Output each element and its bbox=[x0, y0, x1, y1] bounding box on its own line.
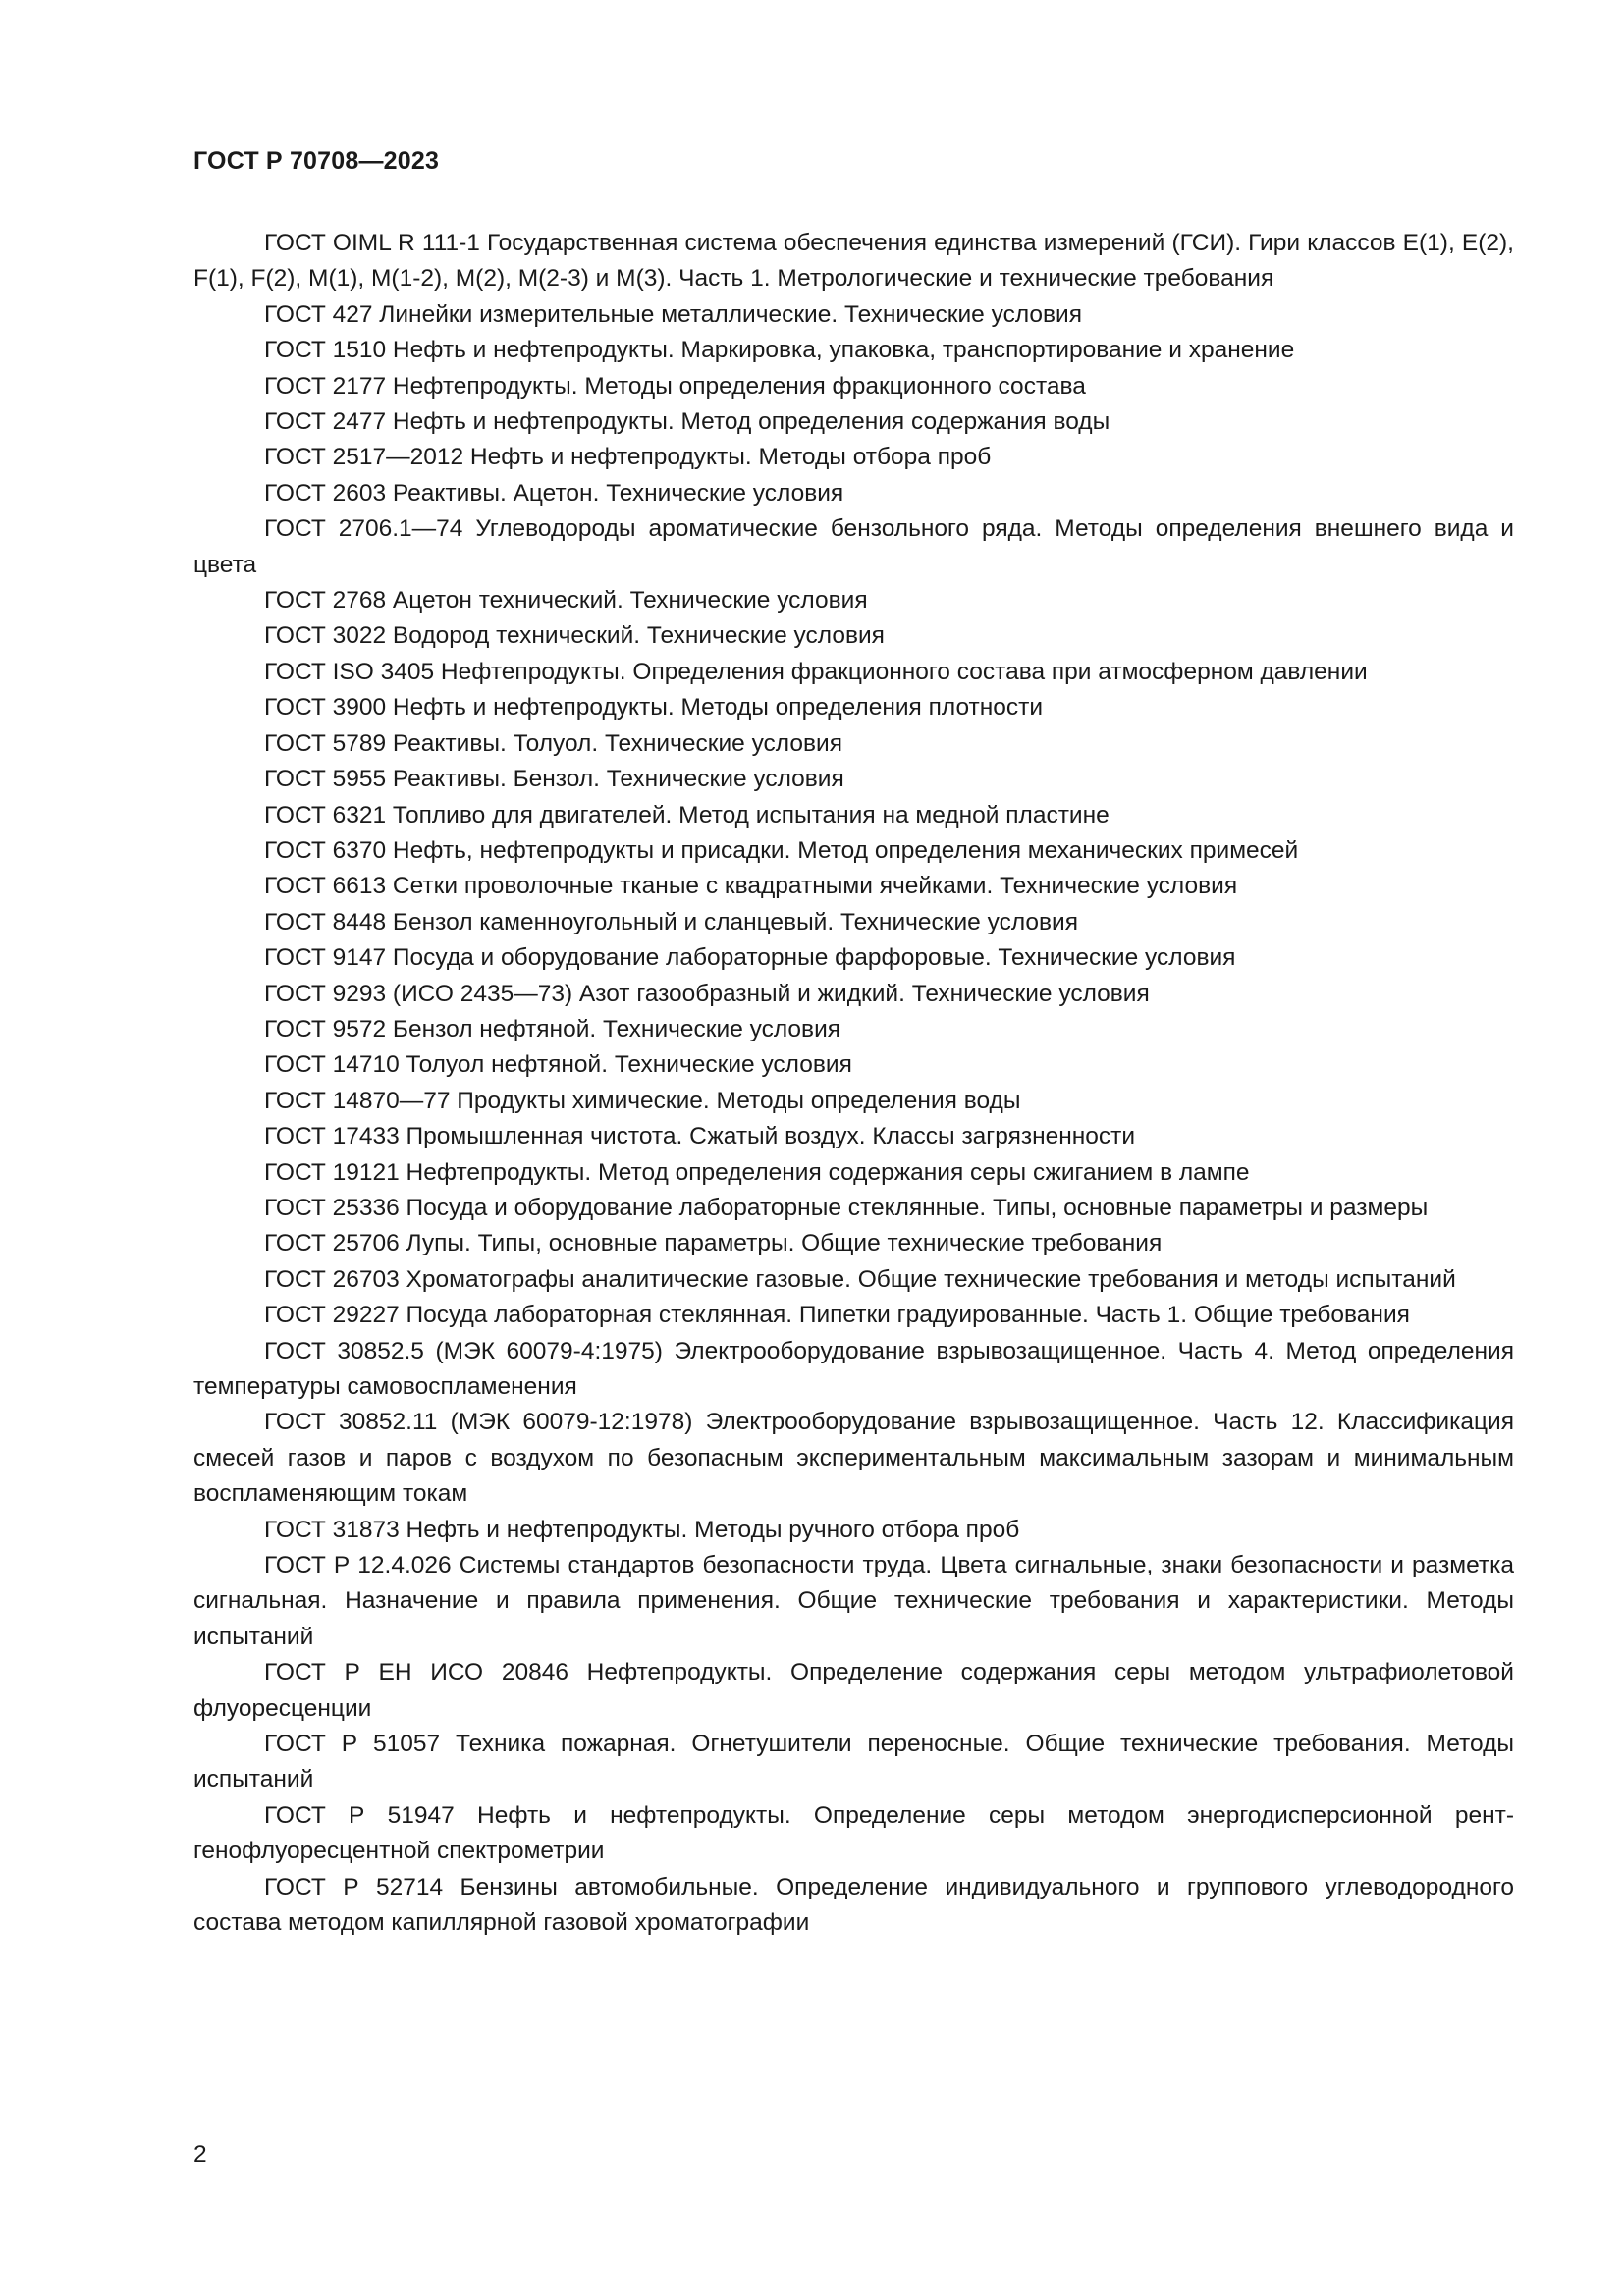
reference-item: ГОСТ 17433 Промышленная чистота. Сжатый воздух. Классы загрязненности bbox=[264, 1123, 1136, 1150]
normative-references-list bbox=[193, 226, 1514, 1942]
reference-item: ГОСТ 25336 Посуда и оборудование лабораторные стеклянные. Типы, основные параметры и размеры bbox=[264, 1194, 1429, 1221]
reference-item: ГОСТ 14870—77 Продукты химические. Методы определения воды bbox=[264, 1087, 1021, 1114]
reference-item: ГОСТ 2706.1—74 Углеводороды ароматические бензольного ряда. Методы определения внешнего вида и цвета bbox=[193, 515, 1514, 578]
reference-item: ГОСТ 26703 Хроматографы аналитические газовые. Общие технические требования и методы испытаний bbox=[264, 1265, 1456, 1293]
reference-item: ГОСТ 6370 Нефть, нефтепродукты и присадки. Метод определения механических примесей bbox=[264, 836, 1299, 864]
reference-item: ГОСТ 5955 Реактивы. Бензол. Технические условия bbox=[264, 766, 844, 793]
reference-item: ГОСТ 6321 Топливо для двигателей. Метод испытания на медной пластине bbox=[264, 801, 1110, 828]
reference-item: ГОСТ 8448 Бензол каменноугольный и сланцевый. Технические условия bbox=[264, 908, 1078, 935]
reference-item: ГОСТ 9147 Посуда и оборудование лабораторные фарфоровые. Технические условия bbox=[264, 944, 1236, 972]
reference-item: ГОСТ 1510 Нефть и нефтепродукты. Маркировка, упаковка, транспортирование и хранение bbox=[264, 337, 1295, 364]
reference-item: ГОСТ 2477 Нефть и нефтепродукты. Метод определения содержания воды bbox=[264, 408, 1110, 436]
reference-item: ГОСТ 25706 Лупы. Типы, основные параметры. Общие технические требования bbox=[264, 1230, 1163, 1257]
document-header: ГОСТ Р 70708—2023 bbox=[193, 147, 440, 175]
reference-item: ГОСТ 30852.11 (МЭК 60079-12:1978) Электрооборудование взрывозащищенное. Часть 12. Классификация смесей газов и паров с воздухом по безопасным экспериментальным максимальным зазорам и минимальным воспламеняющим токам bbox=[193, 1409, 1514, 1508]
reference-item: ГОСТ Р ЕН ИСО 20846 Нефтепродукты. Определение содержания серы методом ультрафиолетовой флуоресценции bbox=[193, 1659, 1514, 1722]
reference-item: ГОСТ 3022 Водород технический. Технические условия bbox=[264, 622, 885, 650]
reference-item: ГОСТ ISO 3405 Нефтепродукты. Определения фракционного состава при атмосферном давлении bbox=[264, 658, 1368, 685]
reference-item: ГОСТ Р 12.4.026 Системы стандартов безопасности труда. Цвета сигнальные, знаки безопасности и разметка сигнальная. Назначение и правила применения. Общие технические требования и характеристики. Методы испытаний bbox=[193, 1552, 1514, 1650]
reference-item: ГОСТ 427 Линейки измерительные металлические. Технические условия bbox=[264, 300, 1082, 328]
reference-item: ГОСТ Р 51947 Нефть и нефтепродукты. Определение серы методом энергодисперсионной рентгенофлуоресцентной спектрометрии bbox=[193, 1801, 1514, 1865]
reference-item: ГОСТ 2177 Нефтепродукты. Методы определения фракционного состава bbox=[264, 372, 1086, 400]
reference-item: ГОСТ Р 52714 Бензины автомобильные. Определение индивидуального и группового углеводородного состава методом капиллярной газовой хроматографии bbox=[193, 1873, 1514, 1937]
reference-item: ГОСТ 3900 Нефть и нефтепродукты. Методы определения плотности bbox=[264, 694, 1044, 721]
reference-item: ГОСТ 5789 Реактивы. Толуол. Технические условия bbox=[264, 729, 842, 757]
reference-item: ГОСТ 2768 Ацетон технический. Технические условия bbox=[264, 587, 868, 614]
reference-item: ГОСТ 29227 Посуда лабораторная стеклянная. Пипетки градуированные. Часть 1. Общие требования bbox=[264, 1302, 1410, 1329]
reference-item: ГОСТ OIML R 111-1 Государственная система обеспечения единства измерений (ГСИ). Гири классов E(1), E(2), F(1), F(2), M(1), M(1-2), M(2), M(2-3) и M(3). Часть 1. Метрологические и технические требования bbox=[193, 230, 1514, 293]
page-number: 2 bbox=[193, 2141, 207, 2167]
reference-item: ГОСТ 9293 (ИСО 2435—73) Азот газообразный и жидкий. Технические условия bbox=[264, 980, 1150, 1007]
reference-item: ГОСТ 2517—2012 Нефть и нефтепродукты. Методы отбора проб bbox=[264, 444, 992, 471]
reference-item: ГОСТ 2603 Реактивы. Ацетон. Технические условия bbox=[264, 479, 844, 507]
reference-item: ГОСТ 31873 Нефть и нефтепродукты. Методы ручного отбора проб bbox=[264, 1516, 1020, 1543]
reference-item: ГОСТ 19121 Нефтепродукты. Метод определения содержания серы сжиганием в лампе bbox=[264, 1158, 1250, 1186]
reference-item: ГОСТ 14710 Толуол нефтяной. Технические условия bbox=[264, 1051, 852, 1079]
reference-item: ГОСТ Р 51057 Техника пожарная. Огнетушители переносные. Общие технические требования. Методы испытаний bbox=[193, 1731, 1514, 1793]
reference-item: ГОСТ 6613 Сетки проволочные тканые с квадратными ячейками. Технические условия bbox=[264, 873, 1238, 900]
reference-item: ГОСТ 9572 Бензол нефтяной. Технические условия bbox=[264, 1015, 841, 1042]
reference-item: ГОСТ 30852.5 (МЭК 60079-4:1975) Электрооборудование взрывозащищенное. Часть 4. Метод определения температуры самовоспламенения bbox=[193, 1337, 1514, 1400]
